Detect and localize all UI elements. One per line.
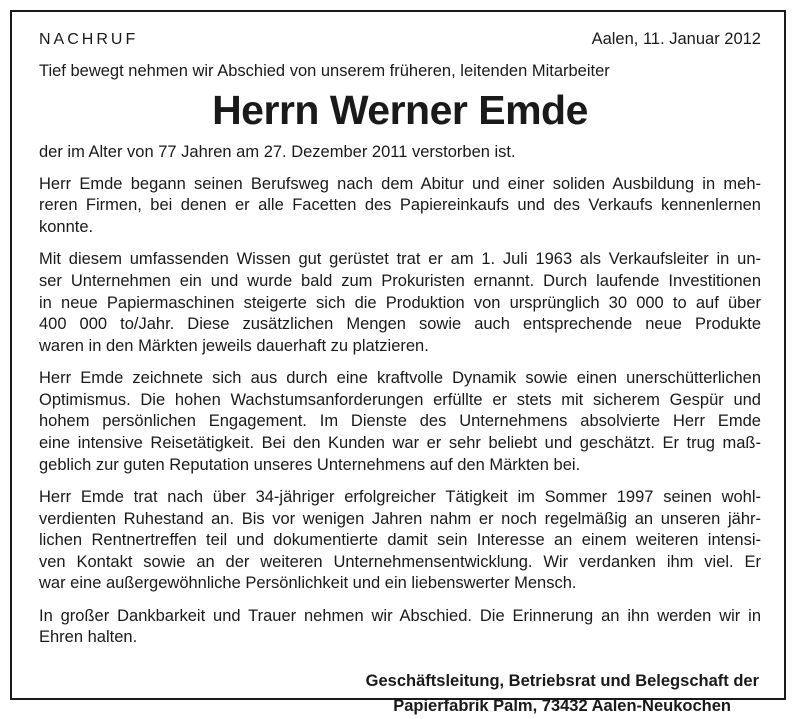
paragraph-line: eine intensive Reisetätigkeit. Bei den Kunden war er sehr beliebt und geschätzt. Er trug maß- bbox=[39, 433, 761, 452]
paragraph-line: Herr Emde begann seinen Berufsweg nach dem Abitur und einer soliden Ausbildung in meh- bbox=[39, 174, 761, 193]
header-row bbox=[39, 28, 761, 51]
obituary-content bbox=[39, 28, 761, 719]
signature-line-2: Papierfabrik Palm, 73432 Aalen-Neukochen bbox=[393, 696, 731, 715]
paragraph-line: war eine außergewöhnliche Persönlichkeit und ein liebenswerter Mensch. bbox=[39, 574, 577, 593]
paragraph-line: ven Kontakt sowie an der weiteren Unternehmensentwicklung. Wir verdanken ihm viel. Er bbox=[39, 552, 761, 571]
paragraph-line: reren Firmen, bei denen er alle Facetten des Papiereinkaufs und des Verkaufs kennenlernen bbox=[39, 196, 761, 215]
paragraph-line: geblich zur guten Reputation unseres Unternehmens auf den Märkten bei. bbox=[39, 455, 581, 474]
body-paragraph bbox=[39, 368, 761, 476]
body-paragraph bbox=[39, 174, 761, 239]
paragraph-line: in neue Papiermaschinen steigerte sich die Produktion von ursprünglich 30 000 to auf über bbox=[39, 293, 761, 312]
place-date: Aalen, 11. Januar 2012 bbox=[591, 30, 761, 48]
body-paragraph bbox=[39, 606, 761, 649]
paragraph-line: konnte. bbox=[39, 217, 94, 236]
paragraph-line: Mit diesem umfassenden Wissen gut gerüstet trat er am 1. Juli 1963 als Verkaufsleiter in un- bbox=[39, 250, 761, 269]
body-paragraphs bbox=[39, 174, 761, 649]
age-line: der im Alter von 77 Jahren am 27. Dezember 2011 verstorben ist. bbox=[39, 143, 516, 161]
paragraph-line: ser Unternehmen ein und wurde bald zum Prokuristen ernannt. Durch laufende Investitionen bbox=[39, 271, 761, 290]
paragraph-line: Herr Emde zeichnete sich aus durch eine kraftvolle Dynamik sowie einen unerschütterlichen bbox=[39, 369, 761, 388]
deceased-name: Herrn Werner Emde bbox=[212, 87, 588, 133]
paragraph-line: hohem persönlichen Engagement. Im Dienste des Unternehmens absolvierte Herr Emde bbox=[39, 412, 761, 431]
signature-block bbox=[39, 669, 761, 719]
obituary-label: NACHRUF bbox=[39, 31, 139, 48]
body-paragraph bbox=[39, 249, 761, 357]
body-paragraph bbox=[39, 487, 761, 595]
paragraph-line: waren in den Märkten jeweils dauerhaft zu platzieren. bbox=[39, 336, 429, 355]
paragraph-line: verdienten Ruhestand an. Bis vor wenigen Jahren nahm er noch regelmäßig an unseren jähr- bbox=[39, 509, 761, 528]
intro-text: Tief bewegt nehmen wir Abschied von unserem früheren, leitenden Mitarbeiter bbox=[39, 62, 610, 80]
paragraph-line: Ehren halten. bbox=[39, 628, 138, 647]
paragraph-line: Herr Emde trat nach über 34-jähriger erfolgreicher Tätigkeit im Sommer 1997 seinen wohl- bbox=[39, 487, 761, 506]
paragraph-line: 400 000 to/Jahr. Diese zusätzlichen Mengen sowie auch entsprechende neue Produkte bbox=[39, 315, 761, 334]
paragraph-line: lichen Rentnertreffen teil und dokumentierte damit sein Interesse an einem weiteren intensi- bbox=[39, 531, 761, 550]
paragraph-line: Optimismus. Die hohen Wachstumsanforderungen erfüllte er stets mit sicherem Gespür und bbox=[39, 390, 761, 409]
signature-line-1: Geschäftsleitung, Betriebsrat und Belegschaft der bbox=[365, 671, 759, 690]
paragraph-line: In großer Dankbarkeit und Trauer nehmen wir Abschied. Die Erinnerung an ihn werden wir in bbox=[39, 606, 761, 625]
